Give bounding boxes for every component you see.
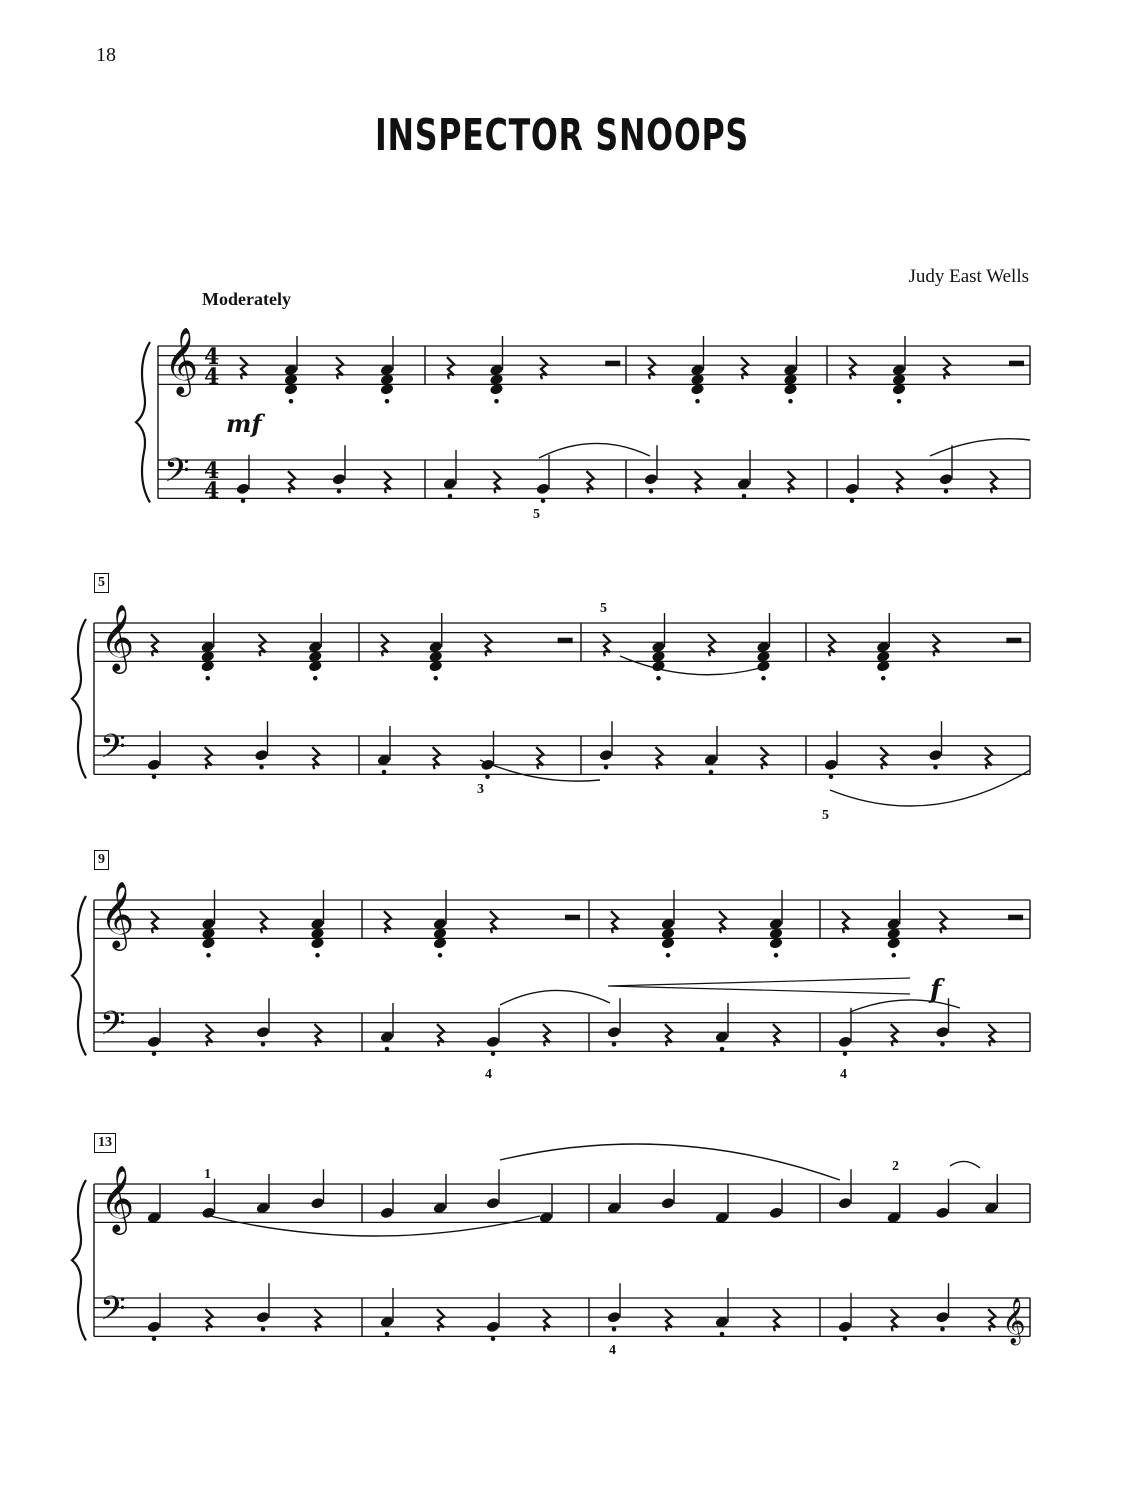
staccato-dot [604, 765, 608, 769]
quarter-rest [788, 471, 795, 493]
quarter-rest [259, 634, 266, 656]
quarter-rest [490, 911, 497, 933]
slur [500, 1144, 840, 1180]
fingering-number: 4 [485, 1067, 492, 1082]
staccato-dot [152, 1337, 156, 1341]
note-head [838, 1035, 853, 1048]
quarter-rest [587, 471, 594, 493]
note-head [838, 1320, 853, 1333]
quarter-rest [151, 911, 158, 933]
measure-number-9: 9 [94, 850, 109, 870]
staccato-dot [829, 775, 833, 779]
quarter-rest [494, 471, 501, 493]
treble-clef: 𝄞 [164, 326, 199, 394]
time-signature-top: 4 [204, 344, 220, 370]
quarter-rest [206, 1309, 213, 1331]
quarter-rest [719, 911, 726, 933]
quarter-rest [880, 747, 887, 769]
note-head [256, 1026, 271, 1039]
staccato-dot [448, 494, 452, 498]
note-head [935, 1311, 950, 1324]
quarter-rest [336, 357, 343, 379]
fingering-number: 2 [892, 1159, 899, 1174]
bass-clef: 𝄢 [100, 1005, 126, 1051]
note-head [486, 1197, 501, 1210]
crescendo-hairpin [608, 978, 910, 994]
staccato-dot [897, 399, 901, 403]
note-head [486, 1320, 501, 1333]
staccato-dot [843, 1052, 847, 1056]
measure-number-13: 13 [94, 1133, 116, 1153]
fingering-number: 5 [600, 601, 607, 616]
note-head [661, 1197, 676, 1210]
staccato-dot [486, 775, 490, 779]
quarter-rest [312, 747, 319, 769]
quarter-rest [656, 747, 663, 769]
page-number: 18 [96, 44, 116, 66]
treble-clef: 𝄞 [100, 880, 135, 948]
half-rest [1009, 915, 1023, 920]
quarter-rest [543, 1309, 550, 1331]
staccato-dot [207, 953, 211, 957]
staccato-dot [206, 676, 210, 680]
note-head [310, 1197, 325, 1210]
quarter-rest [381, 634, 388, 656]
quarter-rest [648, 357, 655, 379]
staccato-dot [152, 775, 156, 779]
quarter-rest [603, 634, 610, 656]
piano-brace [136, 342, 150, 502]
slur [620, 656, 760, 675]
note-head [254, 749, 269, 762]
quarter-rest [988, 1024, 995, 1046]
fingering-number: 4 [840, 1067, 847, 1082]
staccato-dot [261, 1042, 265, 1046]
piece-title: INSPECTOR SNOOPS [375, 110, 749, 161]
quarter-rest [891, 1309, 898, 1331]
treble-clef: 𝄞 [100, 603, 135, 671]
quarter-rest [151, 634, 158, 656]
note-head [332, 473, 347, 486]
fingering-number: 5 [822, 808, 829, 823]
quarter-rest [433, 747, 440, 769]
quarter-rest [695, 471, 702, 493]
staccato-dot [762, 676, 766, 680]
staccato-dot [241, 499, 245, 503]
quarter-rest [665, 1309, 672, 1331]
staccato-dot [316, 953, 320, 957]
composer-credit: Judy East Wells [908, 266, 1029, 287]
treble-clef: 𝄞 [100, 1164, 135, 1232]
quarter-rest [240, 357, 247, 379]
quarter-rest [384, 471, 391, 493]
quarter-rest [205, 747, 212, 769]
note-head [935, 1206, 950, 1219]
piano-brace [72, 896, 86, 1055]
staccato-dot [892, 953, 896, 957]
quarter-rest [773, 1024, 780, 1046]
time-signature-bottom: 4 [204, 478, 220, 504]
quarter-rest [940, 911, 947, 933]
staccato-dot [434, 676, 438, 680]
quarter-rest [384, 911, 391, 933]
staccato-dot [260, 765, 264, 769]
quarter-rest [896, 471, 903, 493]
staccato-dot [495, 399, 499, 403]
quarter-rest [708, 634, 715, 656]
fingering-number: 1 [204, 1167, 211, 1182]
half-rest [558, 638, 572, 643]
piano-brace [72, 619, 86, 778]
staccato-dot [789, 399, 793, 403]
staccato-dot [934, 765, 938, 769]
note-head [486, 1035, 501, 1048]
staccato-dot [881, 676, 885, 680]
slur [950, 1161, 980, 1168]
note-head [824, 758, 839, 771]
staccato-dot [612, 1327, 616, 1331]
note-head [769, 1206, 784, 1219]
dynamic-mf: mf [226, 409, 262, 438]
staccato-dot [385, 1047, 389, 1051]
note-head [236, 482, 251, 495]
note-head [380, 1206, 395, 1219]
note-head [607, 1311, 622, 1324]
half-rest [566, 915, 580, 920]
staccato-dot [289, 399, 293, 403]
staccato-dot [152, 1052, 156, 1056]
slur [830, 770, 1030, 806]
quarter-rest [943, 357, 950, 379]
slur [539, 443, 650, 458]
staccato-dot [337, 489, 341, 493]
quarter-rest [933, 634, 940, 656]
staccato-dot [612, 1042, 616, 1046]
note-head [147, 1035, 162, 1048]
staccato-dot [385, 1332, 389, 1336]
quarter-rest [985, 747, 992, 769]
quarter-rest [437, 1309, 444, 1331]
quarter-rest [260, 911, 267, 933]
note-head [644, 473, 659, 486]
staccato-dot [385, 399, 389, 403]
staccato-dot [649, 489, 653, 493]
note-head [939, 473, 954, 486]
note-head [147, 758, 162, 771]
note-head [607, 1026, 622, 1039]
note-head [256, 1311, 271, 1324]
half-rest [606, 361, 620, 366]
staccato-dot [541, 499, 545, 503]
quarter-rest [842, 911, 849, 933]
time-signature-top: 4 [204, 458, 220, 484]
fingering-number: 4 [609, 1343, 616, 1358]
dynamic-f: f [930, 975, 942, 1005]
staccato-dot [843, 1337, 847, 1341]
staccato-dot [261, 1327, 265, 1331]
measure-number-5: 5 [94, 573, 109, 593]
staccato-dot [313, 676, 317, 680]
bass-clef: 𝄢 [100, 1290, 126, 1336]
fingering-number: 3 [477, 782, 484, 797]
note-head [838, 1197, 853, 1210]
staccato-dot [491, 1052, 495, 1056]
note-head [147, 1320, 162, 1333]
staccato-dot [941, 1327, 945, 1331]
quarter-rest [288, 471, 295, 493]
staccato-dot [850, 499, 854, 503]
staccato-dot [709, 770, 713, 774]
staccato-dot [657, 676, 661, 680]
slur [930, 439, 1030, 456]
quarter-rest [206, 1024, 213, 1046]
quarter-rest [828, 634, 835, 656]
staccato-dot [491, 1337, 495, 1341]
quarter-rest [315, 1024, 322, 1046]
note-head [845, 482, 860, 495]
note-head [935, 1026, 950, 1039]
quarter-rest [990, 471, 997, 493]
quarter-rest [611, 911, 618, 933]
note-head [599, 749, 614, 762]
quarter-rest [437, 1024, 444, 1046]
staccato-dot [742, 494, 746, 498]
quarter-rest [988, 1309, 995, 1331]
quarter-rest [849, 357, 856, 379]
quarter-rest [891, 1024, 898, 1046]
quarter-rest [761, 747, 768, 769]
bass-clef: 𝄢 [100, 728, 126, 774]
note-head [536, 482, 551, 495]
quarter-rest [741, 357, 748, 379]
staccato-dot [941, 1042, 945, 1046]
half-rest [1007, 638, 1021, 643]
quarter-rest [543, 1024, 550, 1046]
staccato-dot [696, 399, 700, 403]
bass-clef: 𝄢 [164, 452, 190, 498]
slur [850, 1000, 960, 1012]
quarter-rest [665, 1024, 672, 1046]
staccato-dot [774, 953, 778, 957]
fingering-number: 5 [533, 507, 540, 522]
note-head [928, 749, 943, 762]
quarter-rest [315, 1309, 322, 1331]
tempo-marking: Moderately [202, 289, 291, 309]
quarter-rest [540, 357, 547, 379]
staccato-dot [720, 1047, 724, 1051]
clef-change-treble: 𝄞 [1002, 1298, 1026, 1344]
quarter-rest [773, 1309, 780, 1331]
half-rest [1010, 361, 1024, 366]
quarter-rest [485, 634, 492, 656]
time-signature-bottom: 4 [204, 364, 220, 390]
slur [210, 1216, 540, 1236]
quarter-rest [447, 357, 454, 379]
slur [500, 990, 610, 1005]
staccato-dot [438, 953, 442, 957]
staccato-dot [720, 1332, 724, 1336]
staccato-dot [944, 489, 948, 493]
staccato-dot [666, 953, 670, 957]
quarter-rest [536, 747, 543, 769]
piano-brace [72, 1180, 86, 1340]
staccato-dot [382, 770, 386, 774]
